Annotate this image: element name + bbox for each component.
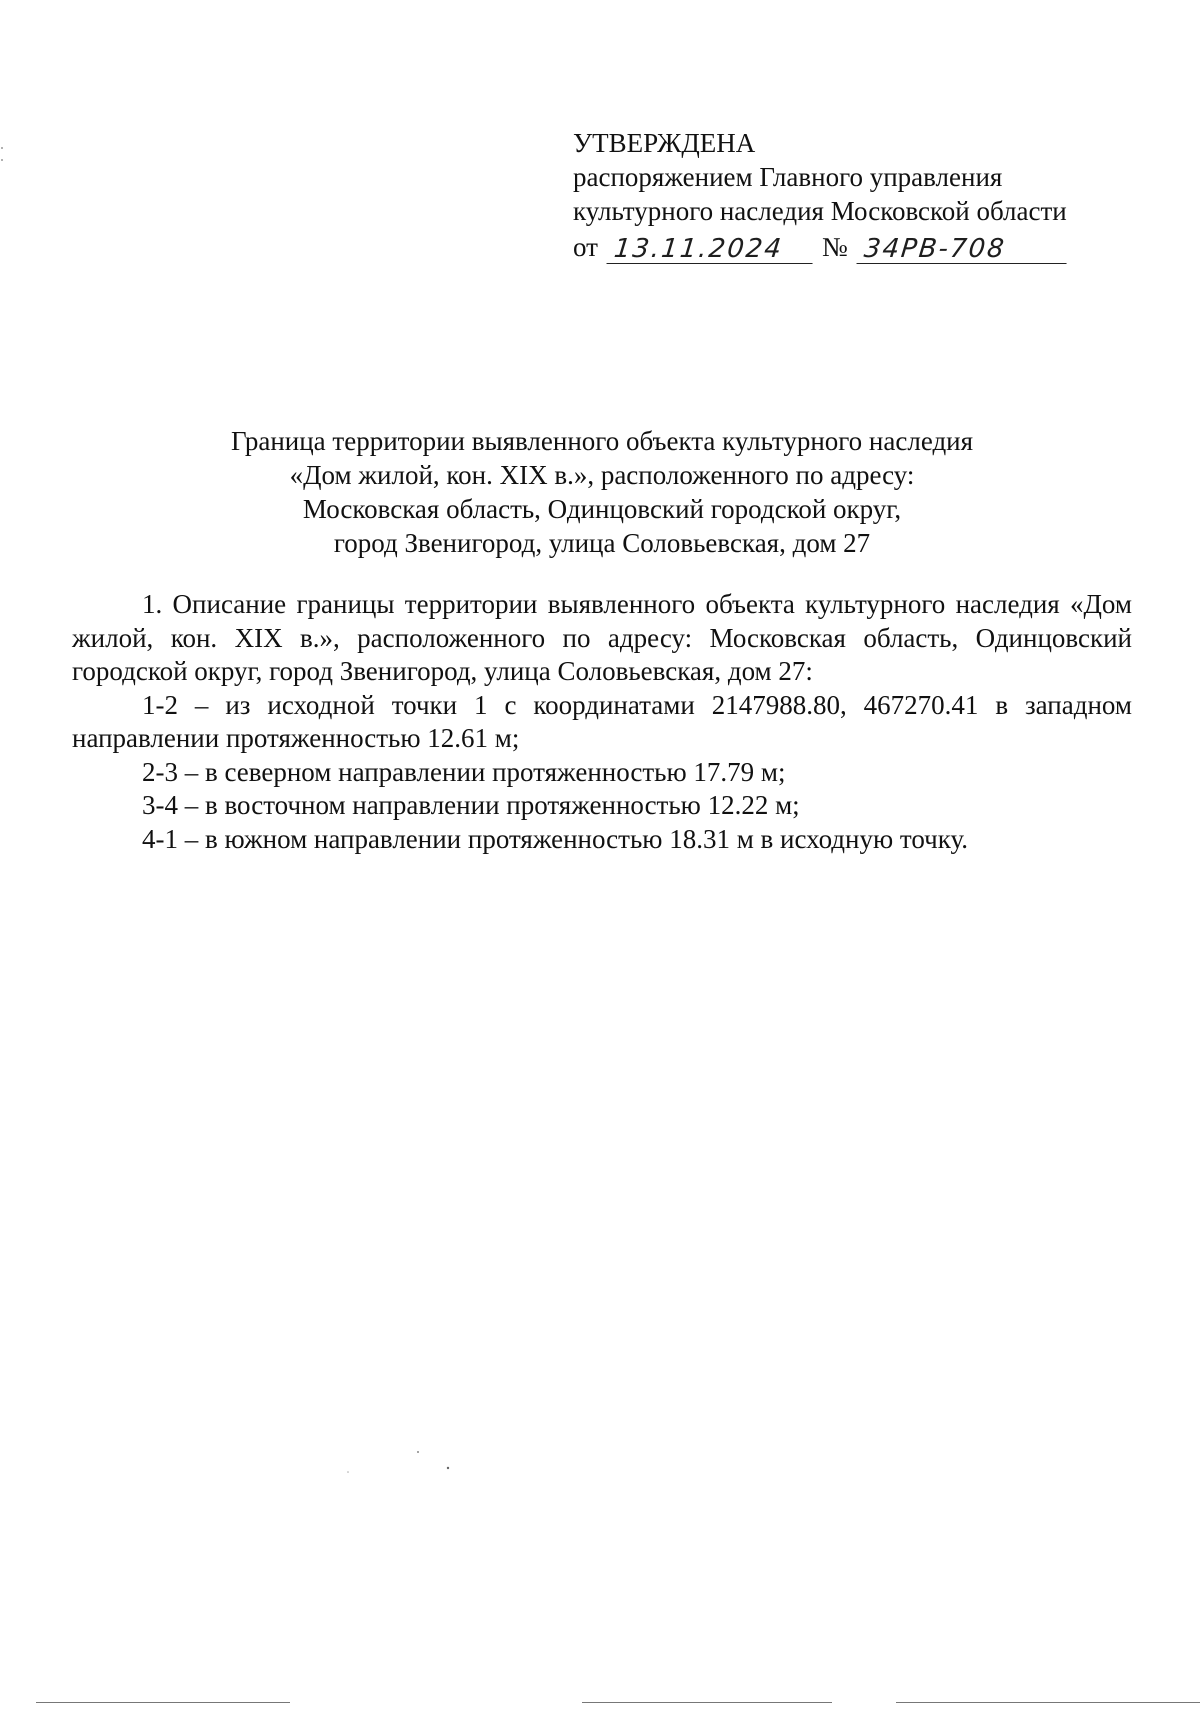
- title-line-3: Московская область, Одинцовский городской округ,: [302, 494, 902, 524]
- title-line-1: Граница территории выявленного объекта культурного наследия: [230, 426, 974, 456]
- scan-edge-line: [36, 1702, 290, 1703]
- description-intro-paragraph: 1. Описание границы территории выявленного объекта культурного наследия «Дом жилой, кон. XIX в.», расположенного по адресу: Московская область, Одинцовский городской округ, город Звенигород, улица Соловьевская, дом 27:: [72, 589, 1132, 686]
- scan-edge-line: [582, 1702, 832, 1703]
- approval-authority-line-1: распоряжением Главного управления: [573, 162, 1003, 192]
- approval-from-label: от: [573, 232, 598, 262]
- approval-date-handwritten: 13.11.2024: [606, 235, 815, 264]
- title-line-2: «Дом жилой, кон. XIX в.», расположенного по адресу:: [289, 460, 915, 490]
- approval-authority-line-2: культурного наследия Московской области: [573, 196, 1067, 226]
- approval-block: [573, 126, 1133, 264]
- segment-4-1: 4-1 – в южном направлении протяженностью 18.31 м в исходную точку.: [142, 823, 969, 854]
- title-line-4: город Звенигород, улица Соловьевская, дом 27: [333, 528, 871, 558]
- scan-speck: [1, 159, 3, 161]
- scan-speck: [447, 1467, 449, 1469]
- scan-speck: [1, 147, 3, 149]
- document-title: [72, 424, 1132, 560]
- approval-number-label: №: [821, 232, 848, 262]
- approval-number-handwritten: 34РВ-708: [856, 235, 1069, 264]
- segment-2-3: 2-3 – в северном направлении протяженностью 17.79 м;: [142, 756, 786, 787]
- scan-edge-line: [896, 1702, 1200, 1703]
- segment-3-4: 3-4 – в восточном направлении протяженностью 12.22 м;: [142, 790, 800, 820]
- approval-heading: УТВЕРЖДЕНА: [573, 128, 756, 158]
- approval-date-number-row: [573, 230, 1133, 264]
- boundary-description: [72, 588, 1132, 856]
- scan-speck: [417, 1451, 419, 1453]
- scan-speck: [347, 1471, 349, 1473]
- segment-1-2: 1-2 – из исходной точки 1 с координатами 2147988.80, 467270.41 в западном направлении протяженностью 12.61 м;: [72, 689, 1132, 753]
